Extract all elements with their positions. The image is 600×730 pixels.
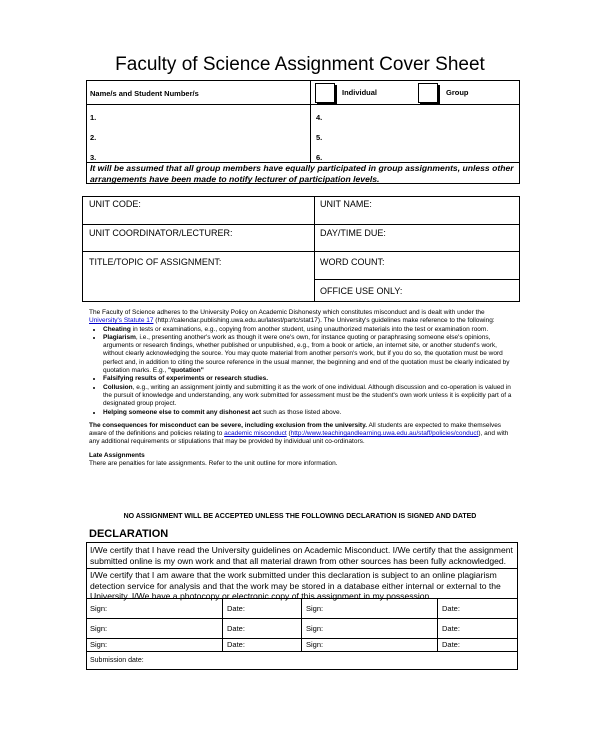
divider	[310, 80, 311, 162]
group-label: Group	[446, 88, 469, 97]
statute-17-link[interactable]: University's Statute 17	[89, 317, 154, 325]
date-field[interactable]: Date:	[442, 604, 460, 613]
title-topic-field[interactable]: TITLE/TOPIC OF ASSIGNMENT:	[89, 257, 222, 267]
date-field[interactable]: Date:	[442, 624, 460, 633]
late-assignments-text: There are penalties for late assignments. Refer to the unit outline for more information.	[89, 460, 338, 468]
sign-field[interactable]: Sign:	[306, 604, 324, 613]
name-line-1[interactable]: 1.	[90, 113, 97, 122]
name-line-2[interactable]: 2.	[90, 133, 97, 142]
divider	[301, 598, 302, 651]
certification-1: I/We certify that I have read the University guidelines on Academic Misconduct. I/We certify that the assignment submitted online is my own work and that all material drawn from other sources has been fully acknowledged.	[90, 545, 513, 566]
date-field[interactable]: Date:	[227, 604, 245, 613]
unit-details-box	[82, 196, 520, 302]
divider	[314, 196, 315, 302]
sign-field[interactable]: Sign:	[90, 640, 108, 649]
date-field[interactable]: Date:	[227, 640, 245, 649]
punct: (	[286, 430, 291, 438]
misconduct-list	[89, 326, 519, 417]
statute-url: http://calendar.publishing.uwa.edu.au/latest/partc/stat17	[157, 317, 318, 325]
list-item: • Plagiarism, i.e., presenting another's work as though it were one's own, for instance quoting or paraphrasing someone else's opinions, arguments or research findings, whether published or unpublished, e.g., from a book or article, an internet site, or another student's work, without clearly acknowledging the source. You may quote material from another person's work, but if you do so, the quotation must be word perfect and, in addition to citing the source reference in the usual manner, the beginning and end of the quotation must be clearly indicated by quotation marks. E.g., "quotation"	[103, 334, 519, 375]
name-line-4[interactable]: 4.	[316, 113, 323, 122]
name-line-5[interactable]: 5.	[316, 133, 323, 142]
individual-checkbox[interactable]	[315, 83, 335, 103]
teaching-learning-link[interactable]: http://www.teachingandlearning.uwa.edu.au/staff/policies/conduct	[290, 430, 479, 438]
day-time-due-field[interactable]: DAY/TIME DUE:	[320, 228, 386, 238]
divider	[86, 568, 518, 569]
coordinator-field[interactable]: UNIT COORDINATOR/LECTURER:	[89, 228, 233, 238]
list-item: • Cheating in tests or examinations, e.g., copying from another student, using unauthorized materials into the test or examination room.	[103, 326, 519, 334]
office-use-field: OFFICE USE ONLY:	[320, 286, 403, 296]
group-participation-note: It will be assumed that all group members have equally participated in group assignments, unless other arrangements have been made to notify lecturer of participation levels.	[90, 163, 514, 184]
divider	[222, 598, 223, 651]
consequences-text: All students are expected to make themselves aware of the definitions and policies relating to	[89, 421, 502, 438]
name-line-6[interactable]: 6.	[316, 153, 323, 162]
divider	[86, 598, 518, 599]
divider	[82, 251, 520, 252]
divider	[82, 224, 520, 225]
policy-intro-end: ). The University's guidelines make reference to the following:	[317, 317, 495, 325]
sign-field[interactable]: Sign:	[306, 624, 324, 633]
unit-code-field[interactable]: UNIT CODE:	[89, 199, 141, 209]
sign-field[interactable]: Sign:	[306, 640, 324, 649]
policy-intro: The Faculty of Science adheres to the University Policy on Academic Dishonesty which constitutes misconduct and is dealt with under the	[89, 309, 485, 316]
consequences-text-end: ), and with any additional requirements or stipulations that may be provided by individual unit co-ordinators.	[89, 430, 509, 446]
late-assignments-heading: Late Assignments	[89, 451, 145, 459]
academic-misconduct-link[interactable]: academic misconduct	[224, 430, 287, 438]
sign-field[interactable]: Sign:	[90, 604, 108, 613]
unit-name-field[interactable]: UNIT NAME:	[320, 199, 372, 209]
group-checkbox[interactable]	[418, 83, 438, 103]
list-item: • Collusion, e.g., writing an assignment jointly and submitting it as the work of one individual. Although discussion and co-operation is valued in the pursuit of knowledge and understanding, any work submitted for assessment must be the student's own work unless it is explicitly part of a designated group project.	[103, 384, 519, 409]
list-item: • Falsifying results of experiments or research studies.	[103, 375, 519, 383]
policy-text	[89, 309, 519, 468]
names-label: Name/s and Student Number/s	[90, 89, 199, 98]
sign-field[interactable]: Sign:	[90, 624, 108, 633]
divider	[86, 618, 518, 619]
submission-date-field[interactable]: Submission date:	[90, 657, 144, 664]
individual-label: Individual	[342, 88, 378, 97]
name-line-3[interactable]: 3.	[90, 153, 97, 162]
divider	[437, 598, 438, 651]
word-count-field[interactable]: WORD COUNT:	[320, 257, 385, 267]
divider	[314, 279, 520, 280]
divider	[86, 638, 518, 639]
list-item: • Helping someone else to commit any dishonest act such as those listed above.	[103, 409, 519, 417]
declaration-requirement: NO ASSIGNMENT WILL BE ACCEPTED UNLESS THE FOLLOWING DECLARATION IS SIGNED AND DATED	[123, 513, 477, 520]
page-title: Faculty of Science Assignment Cover Sheet	[115, 54, 485, 75]
divider	[86, 104, 520, 105]
divider	[86, 651, 518, 652]
date-field[interactable]: Date:	[442, 640, 460, 649]
consequences-heading: The consequences for misconduct can be severe, including exclusion from the university.	[89, 421, 368, 429]
declaration-heading: DECLARATION	[89, 528, 169, 540]
date-field[interactable]: Date:	[227, 624, 245, 633]
punct: (	[153, 317, 158, 325]
certification-2: I/We certify that I am aware that the work submitted under this declaration is subject to an online plagiarism detection service for analysis and that the work may be stored in a database either internal or external to the University. I/We have a photocopy or electronic copy of this assignment in my possession.	[90, 570, 501, 602]
